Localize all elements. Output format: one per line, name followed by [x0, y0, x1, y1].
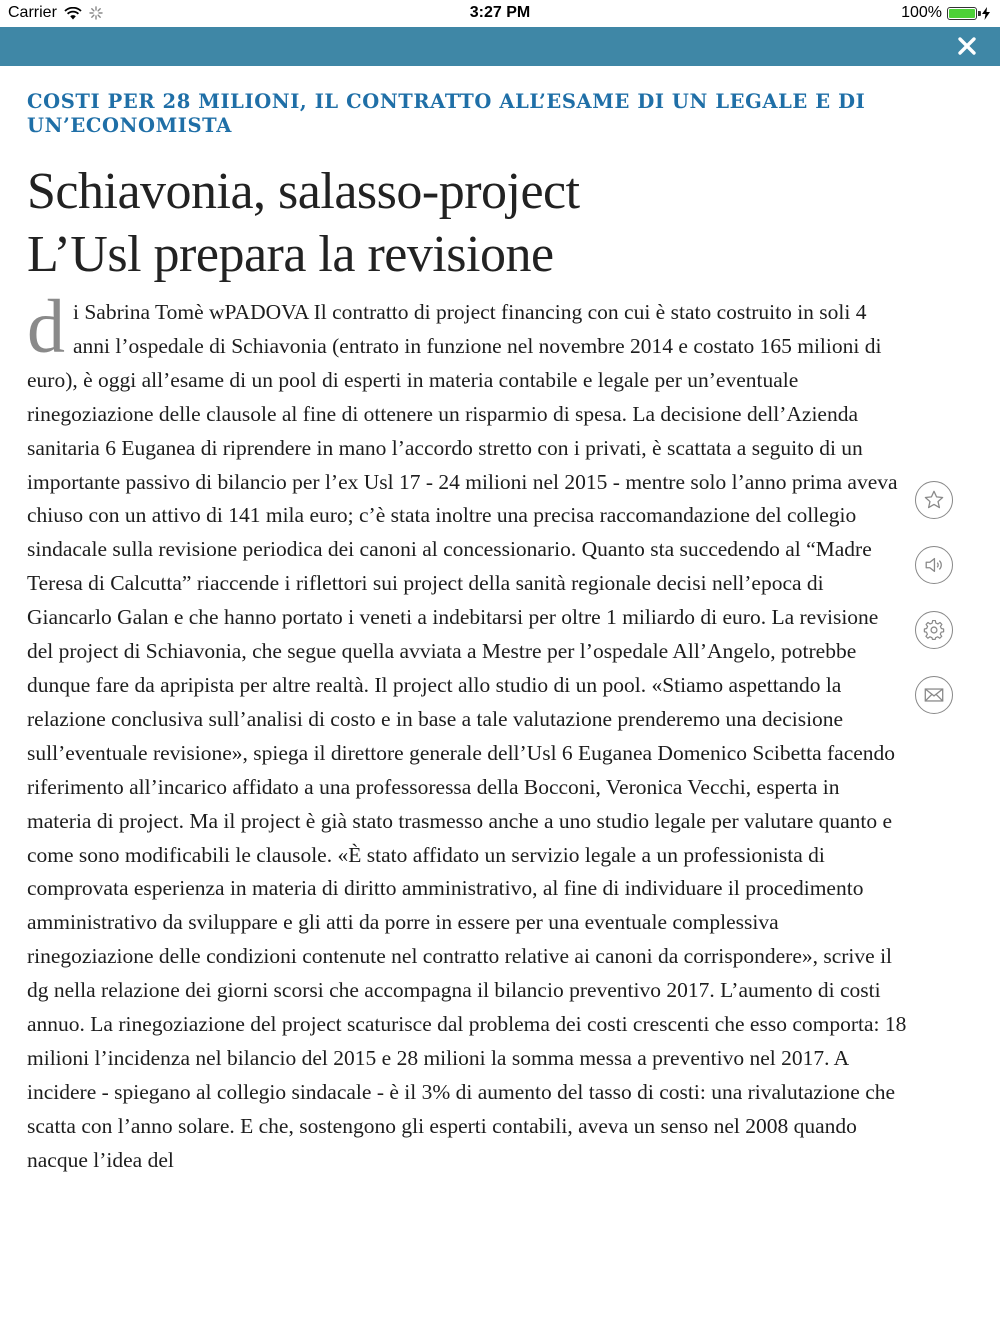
battery-icon [947, 7, 977, 20]
article-headline [27, 160, 907, 286]
settings-button[interactable] [915, 611, 953, 649]
article-body-text: i Sabrina Tomè wPADOVA Il contratto di project financing con cui è stato costruito in soli 4 anni l’ospedale di Schiavonia (entrato in funzione nel novembre 2014 e costato 165 milioni di euro), è oggi all’esame di un pool di esperti in materia contabile e legale per un’eventuale rinegoziazione delle clausole al fine di ottenere un risparmio di spesa. La decisione dell’Azienda sanitaria 6 Euganea di riprendere in mano l’accordo stretto con i privati, è scattata a seguito di un importante passivo di bilancio per l’ex Usl 17 - 24 milioni nel 2015 - mentre solo l’anno prima aveva chiuso con un attivo di 141 mila euro; c’è stata inoltre una precisa raccomandazione del collegio sindacale sulla revisione periodica dei canoni al concessionario. Quanto sta succedendo al “Madre Teresa di Calcutta” riaccende i riflettori sui project della sanità regionale decisi nell’epoca di Giancarlo Galan e che hanno portato i veneti a indebitarsi per oltre 1 miliardo di euro. La revisione del project di Schiavonia, che segue quella avviata a Mestre per l’ospedale All’Angelo, potrebbe dunque fare da apripista per altre realtà. Il project allo studio di un pool. «Stiamo aspettando la relazione conclusiva sull’analisi di costo e in base a tale valutazione prenderemo una decisione sull’eventuale revisione», spiega il direttore generale dell’Usl 6 Euganea Domenico Scibetta facendo riferimento all’incarico affidato a una professoressa della Bocconi, Veronica Vecchi, esperta in materia di project. Ma il project è già stato trasmesso anche a uno studio legale per valutare quanto e come sono modificabili le clausole. «È stato affidato un servizio legale a un professionista di comprovata esperienza in materia di diritto amministrativo, al fine di individuare il procedimento amministrativo da sviluppare e gli atti da porre in essere per una eventuale complessiva rinegoziazione delle condizioni contenute nel contratto relative ai canoni da corrispondere», scrive il dg nella relazione dei giorni scorsi che accompagna il bilancio preventivo 2017. L’aumento di costi annuo. La rinegoziazione del project scaturisce dal problema dei costi crescenti che esso comporta: 18 milioni l’incidenza nel bilancio del 2015 e 28 milioni la somma messa a preventivo nel 2017. A incidere - spiegano al collegio sindacale - è il 3% di aumento del tasso di costi: una rivalutazione che scatta con l’anno solare. E che, sostengono gli esperti contabili, aveva un senso nel 2008 quando nacque l’idea del [27, 300, 907, 1172]
gear-icon [923, 619, 945, 641]
article-kicker: COSTI PER 28 MILIONI, IL CONTRATTO ALL’ESAME DI UN LEGALE E DI UN’ECONOMISTA [27, 90, 866, 137]
close-icon[interactable] [956, 35, 978, 57]
article [27, 90, 907, 1178]
audio-button[interactable] [915, 546, 953, 584]
headline-line-1: Schiavonia, salasso-project [27, 163, 580, 220]
charging-icon [982, 7, 990, 20]
speaker-icon [923, 554, 945, 576]
battery-level [949, 9, 975, 18]
envelope-icon [923, 684, 945, 706]
article-body [27, 285, 907, 1178]
status-time: 3:27 PM [469, 4, 531, 21]
battery-percent: 100% [901, 4, 942, 21]
headline-line-2: L’Usl prepara la revisione [27, 226, 554, 283]
email-button[interactable] [915, 676, 953, 714]
top-toolbar [0, 27, 1000, 66]
star-icon [923, 489, 945, 511]
status-bar [0, 0, 1000, 27]
favorite-button[interactable] [915, 481, 953, 519]
carrier-label: Carrier [8, 4, 57, 21]
status-right [901, 4, 990, 22]
drop-cap: d [27, 285, 65, 369]
